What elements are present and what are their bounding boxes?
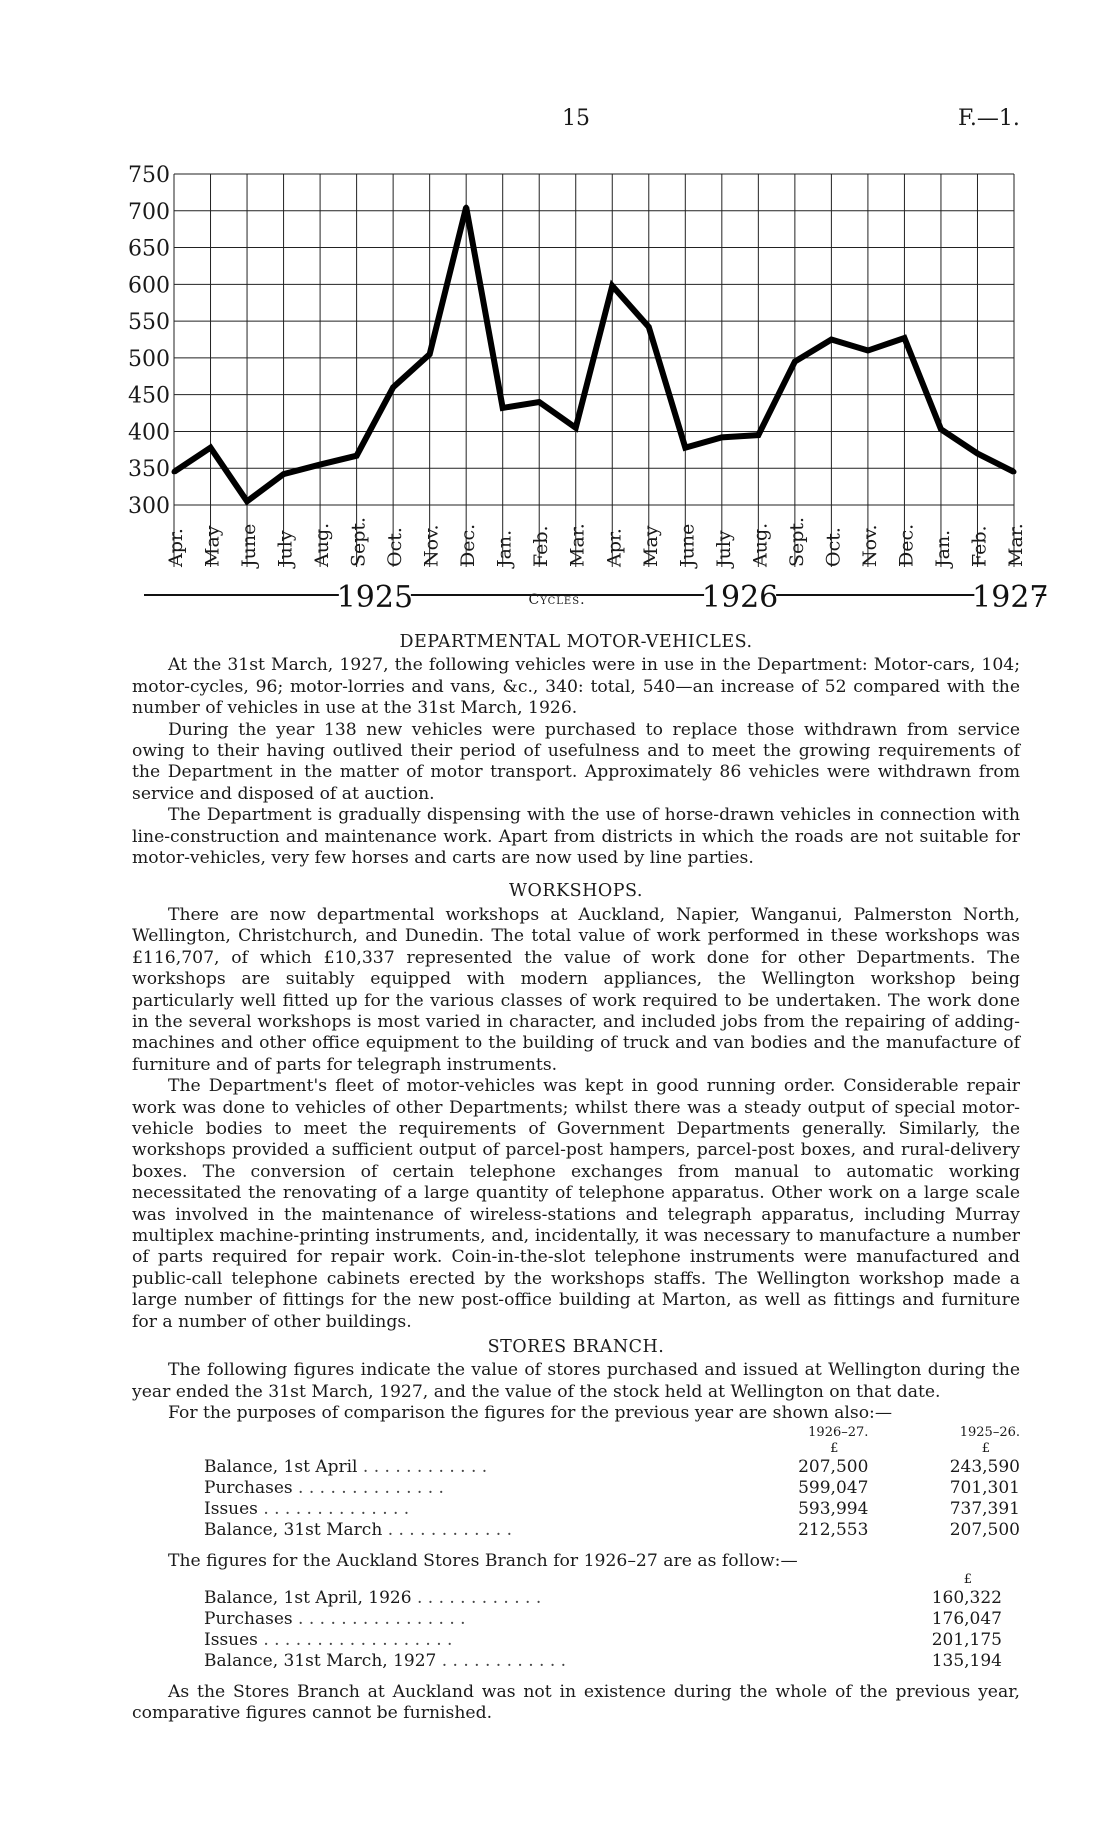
paragraph: The following figures indicate the value of stores purchased and issued at Wellington during the year ended the 31st March, 1927, and the value of the stock held at Wellington on that date. bbox=[132, 1360, 1020, 1402]
leader-dots: . . . . . . . . . . . . bbox=[362, 1456, 488, 1477]
leader-dots: . . . . . . . . . . . . bbox=[416, 1588, 542, 1609]
data-point bbox=[829, 337, 834, 342]
paragraph: There are now departmental workshops at Auckland, Napier, Wanganui, Palmerston North, Wellington, Christchurch, and Dunedin. The total value of work performed in these workshops was £116,707, of which £10,337 represented the value of work done for other Departments. The workshops are suitably equipped with modern appliances, the Wellington workshop being particularly well fitted up for the various classes of work required to be undertaken. The work done in the several workshops is most varied in character, and included jobs from the repairing of adding-machines and other office equipment to the building of truck and van bodies and the manufacture of furniture and of parts for telegraph instruments. bbox=[132, 904, 1020, 1075]
cell-value: 207,500 bbox=[798, 1456, 869, 1477]
row-label: Issues bbox=[204, 1498, 258, 1519]
data-point bbox=[938, 427, 943, 432]
x-tick-label: July bbox=[274, 530, 297, 567]
data-point bbox=[391, 385, 396, 390]
x-tick-label: Feb. bbox=[968, 525, 991, 567]
data-point bbox=[318, 462, 323, 467]
column-unit: £ bbox=[963, 1572, 972, 1588]
leader-dots: . . . . . . . . . . . . . . bbox=[298, 1477, 444, 1498]
table-row bbox=[204, 1609, 1002, 1630]
x-tick-label: Jan. bbox=[493, 529, 516, 567]
cell-value: 243,590 bbox=[949, 1456, 1020, 1477]
column-year-1925-26: 1925–26. bbox=[959, 1424, 1020, 1440]
data-point bbox=[756, 433, 761, 438]
cell-value: 201,175 bbox=[931, 1630, 1002, 1651]
x-tick-label: Mar. bbox=[566, 523, 589, 567]
table-units-row bbox=[204, 1441, 1020, 1457]
document-body bbox=[132, 628, 1020, 1725]
chart-caption-text: Cycles. bbox=[528, 592, 586, 608]
x-tick-label: Oct. bbox=[384, 527, 407, 567]
data-point bbox=[208, 445, 213, 450]
paragraph: The Department is gradually dispensing with the use of horse-drawn vehicles in connection with line-construction and maintenance work. Apart from districts in which the roads are not suitable for motor-vehicles, very few horses and carts are now used by line parties. bbox=[132, 805, 1020, 869]
data-point bbox=[865, 348, 870, 353]
row-label: Issues bbox=[204, 1630, 258, 1651]
table-column-header-row bbox=[204, 1425, 1020, 1441]
page-reference: F.—1. bbox=[958, 106, 1020, 131]
x-tick-label: May bbox=[639, 525, 662, 567]
table-units-row bbox=[204, 1572, 1002, 1588]
data-point bbox=[537, 400, 542, 405]
x-tick-label: Dec. bbox=[457, 523, 480, 567]
y-tick-label: 300 bbox=[128, 494, 170, 519]
x-tick-label: Sept. bbox=[785, 516, 808, 567]
year-label: 1926 bbox=[701, 580, 779, 615]
data-point bbox=[281, 472, 286, 477]
x-tick-label: Mar. bbox=[1005, 523, 1027, 567]
y-tick-label: 500 bbox=[128, 346, 170, 372]
cell-value: 593,994 bbox=[798, 1498, 869, 1519]
x-tick-label: Jan. bbox=[931, 529, 954, 567]
section-heading-workshops: WORKSHOPS. bbox=[509, 881, 643, 902]
data-point bbox=[902, 336, 907, 341]
x-tick-label: Nov. bbox=[858, 524, 881, 567]
cell-value: 701,301 bbox=[949, 1477, 1020, 1498]
x-tick-label: Oct. bbox=[822, 527, 845, 567]
data-point bbox=[464, 205, 469, 210]
data-point bbox=[646, 324, 651, 329]
page-number: 15 bbox=[562, 106, 590, 131]
data-point bbox=[683, 445, 688, 450]
x-tick-label: Apr. bbox=[603, 528, 626, 567]
chart-caption bbox=[0, 592, 1114, 608]
table-row bbox=[204, 1499, 1020, 1520]
y-tick-label: 450 bbox=[128, 383, 170, 409]
row-label: Balance, 1st April, 1926 bbox=[204, 1588, 412, 1609]
y-tick-label: 750 bbox=[128, 163, 170, 188]
x-tick-label: July bbox=[712, 530, 735, 567]
year-label: 1927 bbox=[972, 580, 1049, 615]
y-tick-label: 650 bbox=[128, 236, 170, 262]
wellington-stores-table bbox=[204, 1425, 1020, 1541]
y-tick-label: 550 bbox=[128, 310, 170, 336]
paragraph: At the 31st March, 1927, the following vehicles were in use in the Department: Motor-cars, 104; motor-cycles, 96; motor-lorries and vans, &c., 340: total, 540—an increase of 52 compared with the number of vehicles in use at the 31st March, 1926. bbox=[132, 655, 1020, 719]
data-point bbox=[975, 451, 980, 456]
row-label: Balance, 31st March bbox=[204, 1519, 383, 1540]
x-tick-label: Nov. bbox=[420, 524, 443, 567]
x-tick-label: Aug. bbox=[749, 522, 772, 567]
x-tick-label: June bbox=[676, 523, 699, 567]
data-point bbox=[245, 499, 250, 504]
leader-dots: . . . . . . . . . . . . . . . . . . bbox=[263, 1630, 453, 1651]
leader-dots: . . . . . . . . . . . . bbox=[441, 1651, 567, 1672]
y-tick-label: 350 bbox=[128, 457, 170, 483]
paragraph: During the year 138 new vehicles were purchased to replace those withdrawn from service owing to their having outlived their period of usefulness and to meet the growing requirements of the Department in the matter of motor transport. Approximately 86 vehicles were withdrawn from service and disposed of at auction. bbox=[132, 719, 1020, 804]
y-tick-label: 400 bbox=[128, 420, 170, 446]
row-label: Balance, 1st April bbox=[204, 1456, 358, 1477]
cell-value: 599,047 bbox=[798, 1477, 869, 1498]
paragraph: The Department's fleet of motor-vehicles was kept in good running order. Considerable repair work was done to vehicles of other Departments; whilst there was a steady output of special motor-vehicle bodies to meet the requirements of Government Departments generally. Similarly, the workshops provided a sufficient output of parcel-post hampers, parcel-post boxes, and rural-delivery boxes. The conversion of certain telephone exchanges from manual to automatic working necessitated the renovating of a large quantity of telephone apparatus. Other work on a large scale was involved in the maintenance of wireless-stations and telegraph apparatus, including Murray multiplex machine-printing instruments, and, incidentally, it was necessary to manufacture a number of parts required for repair work. Coin-in-the-slot telephone instruments were manufactured and public-call telephone cabinets erected by the workshops staffs. The Wellington workshop made a large number of fittings for the new post-office building at Marton, as well as fittings and furniture for a number of other buildings. bbox=[132, 1076, 1020, 1332]
x-tick-label: June bbox=[238, 523, 261, 567]
table-row bbox=[204, 1651, 1002, 1672]
cell-value: 135,194 bbox=[931, 1651, 1002, 1672]
cell-value: 212,553 bbox=[798, 1519, 869, 1540]
series-line bbox=[174, 207, 1014, 501]
table-row bbox=[204, 1478, 1020, 1499]
paragraph: For the purposes of comparison the figures for the previous year are shown also:— bbox=[168, 1403, 893, 1424]
data-point bbox=[573, 425, 578, 430]
column-unit: £ bbox=[981, 1440, 990, 1456]
data-point bbox=[610, 283, 615, 288]
cell-value: 160,322 bbox=[931, 1588, 1002, 1609]
paragraph: The figures for the Auckland Stores Branch for 1926–27 are as follow:— bbox=[168, 1550, 798, 1571]
row-label: Purchases bbox=[204, 1477, 293, 1498]
y-tick-label: 600 bbox=[128, 273, 170, 299]
data-point bbox=[354, 453, 359, 458]
x-tick-label: Aug. bbox=[311, 522, 334, 567]
table-row bbox=[204, 1588, 1002, 1609]
leader-dots: . . . . . . . . . . . . . . . . bbox=[298, 1609, 466, 1630]
y-tick-label: 700 bbox=[128, 199, 170, 225]
leader-dots: . . . . . . . . . . . . bbox=[387, 1519, 512, 1540]
section-heading-stores-branch: STORES BRANCH. bbox=[487, 1337, 665, 1357]
x-tick-label: Sept. bbox=[347, 516, 370, 567]
table-row bbox=[204, 1630, 1002, 1651]
paragraph: As the Stores Branch at Auckland was not in existence during the whole of the previous year, comparative figures cannot be furnished. bbox=[132, 1682, 1020, 1724]
year-label: 1925 bbox=[336, 580, 414, 615]
cell-value: 207,500 bbox=[949, 1519, 1020, 1540]
table-row bbox=[204, 1520, 1020, 1541]
row-label: Balance, 31st March, 1927 bbox=[204, 1651, 437, 1672]
column-year-1926-27: 1926–27. bbox=[808, 1424, 869, 1440]
column-unit: £ bbox=[830, 1440, 839, 1456]
auckland-stores-table bbox=[204, 1572, 1002, 1672]
cell-value: 176,047 bbox=[931, 1609, 1002, 1630]
x-tick-label: Dec. bbox=[895, 523, 918, 567]
data-point bbox=[500, 405, 505, 410]
page-header bbox=[0, 106, 1114, 136]
x-tick-label: Apr. bbox=[165, 528, 187, 567]
table-row bbox=[204, 1457, 1020, 1478]
data-point bbox=[172, 469, 177, 474]
data-point bbox=[719, 435, 724, 440]
section-heading-motor-vehicles: DEPARTMENTAL MOTOR-VEHICLES. bbox=[399, 632, 753, 652]
cell-value: 737,391 bbox=[949, 1498, 1020, 1519]
x-tick-label: May bbox=[201, 525, 224, 567]
data-point bbox=[792, 359, 797, 364]
data-point bbox=[427, 352, 432, 357]
x-tick-label: Feb. bbox=[530, 525, 553, 567]
data-point bbox=[1012, 469, 1017, 474]
leader-dots: . . . . . . . . . . . . . . bbox=[263, 1498, 410, 1519]
row-label: Purchases bbox=[204, 1609, 293, 1630]
